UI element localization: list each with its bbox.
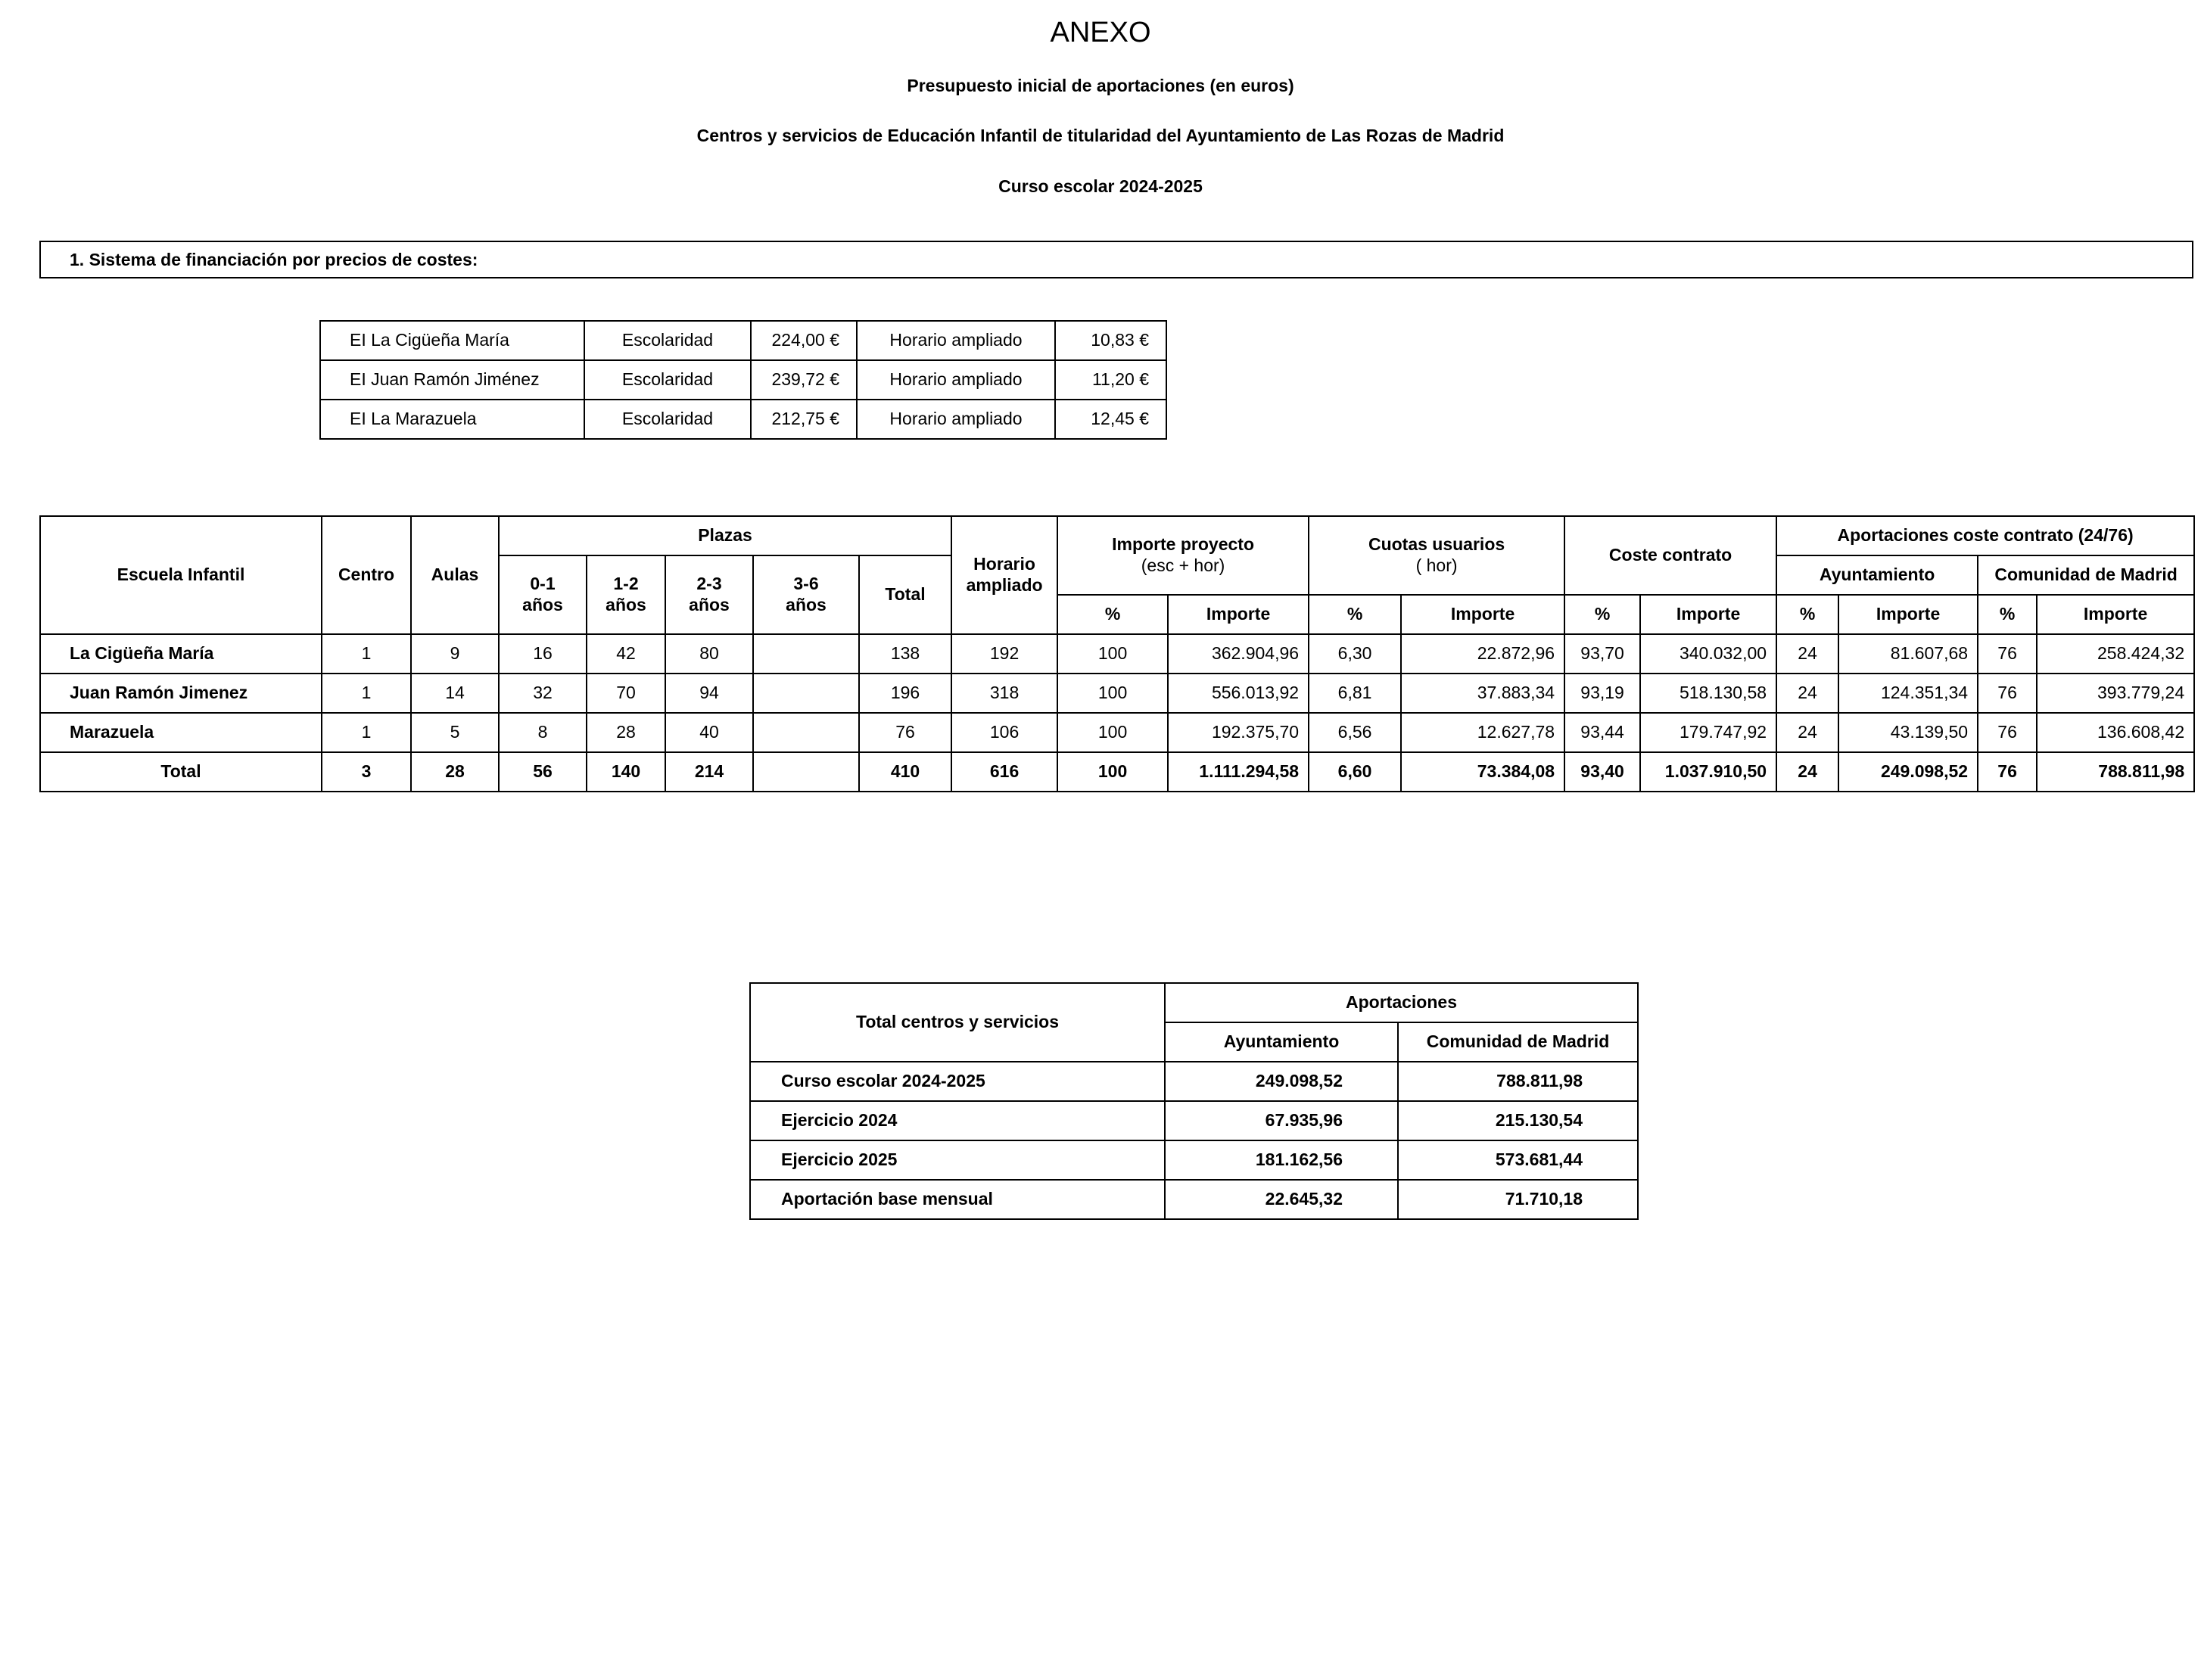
cell-cc-imp: 340.032,00 xyxy=(1640,634,1776,674)
col-importe: Importe xyxy=(1640,595,1776,634)
summary-row-ayuntamiento: 22.645,32 xyxy=(1165,1180,1398,1219)
cell-total: 76 xyxy=(859,713,951,752)
col-p23 xyxy=(665,555,753,634)
cell-horario: 318 xyxy=(951,674,1057,713)
cell-cc-pct: 93,44 xyxy=(1564,713,1640,752)
cell-cm-pct: 76 xyxy=(1978,674,2037,713)
cell-name: Total xyxy=(40,752,322,792)
cell-cm-pct: 76 xyxy=(1978,634,2037,674)
cell-p12: 140 xyxy=(587,752,665,792)
anos-label: años xyxy=(689,595,730,614)
cell-total: 196 xyxy=(859,674,951,713)
cell-horario: 192 xyxy=(951,634,1057,674)
col-escuela: Escuela Infantil xyxy=(40,516,322,634)
summary-row-comunidad: 71.710,18 xyxy=(1398,1180,1638,1219)
cell-ay-imp: 43.139,50 xyxy=(1838,713,1978,752)
price-value: 239,72 € xyxy=(751,360,857,400)
cell-p12: 42 xyxy=(587,634,665,674)
col-comunidad: Comunidad de Madrid xyxy=(1978,555,2194,595)
cell-cu-pct: 6,81 xyxy=(1309,674,1401,713)
cell-p23: 80 xyxy=(665,634,753,674)
cell-cu-imp: 73.384,08 xyxy=(1401,752,1564,792)
price-extra-type: Horario ampliado xyxy=(857,360,1055,400)
summary-header-label: Total centros y servicios xyxy=(750,983,1165,1062)
p36-label: 3-6 xyxy=(793,574,819,594)
p12-label: 1-2 xyxy=(613,574,639,594)
cell-p36 xyxy=(753,674,859,713)
cell-ip-imp: 192.375,70 xyxy=(1168,713,1309,752)
anos-label: años xyxy=(522,595,563,614)
cell-centro: 3 xyxy=(322,752,411,792)
importe-proyecto-label: Importe proyecto xyxy=(1112,534,1254,555)
price-extra-type: Horario ampliado xyxy=(857,400,1055,439)
cell-cm-imp: 258.424,32 xyxy=(2037,634,2194,674)
price-value: 212,75 € xyxy=(751,400,857,439)
price-table xyxy=(319,320,1167,440)
cell-ip-pct: 100 xyxy=(1057,713,1168,752)
price-extra-value: 12,45 € xyxy=(1055,400,1166,439)
summary-row-comunidad: 215.130,54 xyxy=(1398,1101,1638,1140)
col-centro: Centro xyxy=(322,516,411,634)
cell-cu-imp: 37.883,34 xyxy=(1401,674,1564,713)
table-row xyxy=(750,1180,1638,1219)
col-importe-proyecto xyxy=(1057,516,1309,595)
cell-ip-imp: 362.904,96 xyxy=(1168,634,1309,674)
cell-p12: 70 xyxy=(587,674,665,713)
cell-cc-imp: 179.747,92 xyxy=(1640,713,1776,752)
total-row xyxy=(40,752,2194,792)
anos-label: años xyxy=(786,595,827,614)
col-cuotas xyxy=(1309,516,1564,595)
cell-aulas: 14 xyxy=(411,674,499,713)
cell-ay-pct: 24 xyxy=(1776,634,1838,674)
table-row xyxy=(750,1140,1638,1180)
summary-row-ayuntamiento: 249.098,52 xyxy=(1165,1062,1398,1101)
price-school-name: EI La Cigüeña María xyxy=(320,321,584,360)
horario-line1: Horario xyxy=(973,554,1035,574)
cell-ay-imp: 249.098,52 xyxy=(1838,752,1978,792)
cell-p01: 8 xyxy=(499,713,587,752)
summary-row-label: Ejercicio 2025 xyxy=(750,1140,1165,1180)
col-aulas: Aulas xyxy=(411,516,499,634)
col-p12 xyxy=(587,555,665,634)
price-value: 224,00 € xyxy=(751,321,857,360)
cell-p01: 16 xyxy=(499,634,587,674)
price-extra-type: Horario ampliado xyxy=(857,321,1055,360)
cell-centro: 1 xyxy=(322,713,411,752)
cell-p12: 28 xyxy=(587,713,665,752)
cell-cc-imp: 1.037.910,50 xyxy=(1640,752,1776,792)
cell-name: Marazuela xyxy=(40,713,322,752)
cell-p23: 94 xyxy=(665,674,753,713)
cell-cu-pct: 6,56 xyxy=(1309,713,1401,752)
cell-aulas: 9 xyxy=(411,634,499,674)
subtitle-centers: Centros y servicios de Educación Infantil de titularidad del Ayuntamiento de Las Rozas de Madrid xyxy=(696,126,1505,145)
section-heading: 1. Sistema de financiación por precios de costes: xyxy=(39,241,2193,278)
cell-centro: 1 xyxy=(322,674,411,713)
col-importe: Importe xyxy=(1401,595,1564,634)
col-ayuntamiento: Ayuntamiento xyxy=(1776,555,1978,595)
cell-cc-imp: 518.130,58 xyxy=(1640,674,1776,713)
price-type: Escolaridad xyxy=(584,360,751,400)
cell-name: La Cigüeña María xyxy=(40,634,322,674)
cell-ip-pct: 100 xyxy=(1057,634,1168,674)
p23-label: 2-3 xyxy=(696,574,722,594)
col-pct: % xyxy=(1564,595,1640,634)
header-row xyxy=(40,516,2194,555)
summary-row-ayuntamiento: 181.162,56 xyxy=(1165,1140,1398,1180)
cell-ay-pct: 24 xyxy=(1776,674,1838,713)
importe-proyecto-sub: (esc + hor) xyxy=(1141,555,1225,575)
cell-cm-imp: 136.608,42 xyxy=(2037,713,2194,752)
summary-row-label: Aportación base mensual xyxy=(750,1180,1165,1219)
cell-ay-imp: 124.351,34 xyxy=(1838,674,1978,713)
col-plazas: Plazas xyxy=(499,516,951,555)
cell-cc-pct: 93,19 xyxy=(1564,674,1640,713)
cell-cu-pct: 6,60 xyxy=(1309,752,1401,792)
cell-ay-imp: 81.607,68 xyxy=(1838,634,1978,674)
budget-table xyxy=(39,515,2195,792)
cell-ip-pct: 100 xyxy=(1057,752,1168,792)
summary-row-comunidad: 573.681,44 xyxy=(1398,1140,1638,1180)
summary-header-ayuntamiento: Ayuntamiento xyxy=(1165,1022,1398,1062)
cell-ip-pct: 100 xyxy=(1057,674,1168,713)
subtitle-school-year: Curso escolar 2024-2025 xyxy=(998,176,1203,196)
cell-total: 410 xyxy=(859,752,951,792)
header-row xyxy=(750,983,1638,1022)
cell-centro: 1 xyxy=(322,634,411,674)
cell-ay-pct: 24 xyxy=(1776,752,1838,792)
cell-p01: 56 xyxy=(499,752,587,792)
price-extra-value: 11,20 € xyxy=(1055,360,1166,400)
cell-cu-imp: 22.872,96 xyxy=(1401,634,1564,674)
cell-aulas: 28 xyxy=(411,752,499,792)
summary-header-aportaciones: Aportaciones xyxy=(1165,983,1638,1022)
col-p01 xyxy=(499,555,587,634)
price-extra-value: 10,83 € xyxy=(1055,321,1166,360)
cell-cu-imp: 12.627,78 xyxy=(1401,713,1564,752)
col-plazas-total: Total xyxy=(859,555,951,634)
price-school-name: EI Juan Ramón Jiménez xyxy=(320,360,584,400)
price-type: Escolaridad xyxy=(584,321,751,360)
summary-table xyxy=(749,982,1639,1220)
cell-p23: 40 xyxy=(665,713,753,752)
price-school-name: EI La Marazuela xyxy=(320,400,584,439)
table-row xyxy=(750,1101,1638,1140)
table-row xyxy=(750,1062,1638,1101)
cell-cu-pct: 6,30 xyxy=(1309,634,1401,674)
table-row xyxy=(320,321,1166,360)
cell-cc-pct: 93,70 xyxy=(1564,634,1640,674)
cell-p01: 32 xyxy=(499,674,587,713)
cell-ay-pct: 24 xyxy=(1776,713,1838,752)
table-row xyxy=(40,674,2194,713)
table-row xyxy=(320,360,1166,400)
summary-header-comunidad: Comunidad de Madrid xyxy=(1398,1022,1638,1062)
cell-p36 xyxy=(753,713,859,752)
cell-cc-pct: 93,40 xyxy=(1564,752,1640,792)
table-row xyxy=(40,713,2194,752)
subtitle-budget: Presupuesto inicial de aportaciones (en euros) xyxy=(907,76,1294,95)
col-importe: Importe xyxy=(2037,595,2194,634)
cell-cm-imp: 393.779,24 xyxy=(2037,674,2194,713)
cell-p23: 214 xyxy=(665,752,753,792)
cell-cm-pct: 76 xyxy=(1978,752,2037,792)
cell-cm-pct: 76 xyxy=(1978,713,2037,752)
price-type: Escolaridad xyxy=(584,400,751,439)
summary-row-ayuntamiento: 67.935,96 xyxy=(1165,1101,1398,1140)
col-aportaciones: Aportaciones coste contrato (24/76) xyxy=(1776,516,2194,555)
col-pct: % xyxy=(1057,595,1168,634)
cell-ip-imp: 1.111.294,58 xyxy=(1168,752,1309,792)
summary-row-label: Curso escolar 2024-2025 xyxy=(750,1062,1165,1101)
p01-label: 0-1 xyxy=(530,574,556,594)
cell-p36 xyxy=(753,634,859,674)
anos-label: años xyxy=(606,595,646,614)
col-importe: Importe xyxy=(1168,595,1309,634)
page-title: ANEXO xyxy=(1050,17,1151,48)
cell-p36 xyxy=(753,752,859,792)
col-pct: % xyxy=(1978,595,2037,634)
cuotas-sub: ( hor) xyxy=(1415,555,1458,575)
col-pct: % xyxy=(1776,595,1838,634)
col-importe: Importe xyxy=(1838,595,1978,634)
summary-row-label: Ejercicio 2024 xyxy=(750,1101,1165,1140)
col-coste: Coste contrato xyxy=(1564,516,1776,595)
table-row xyxy=(320,400,1166,439)
horario-line2: ampliado xyxy=(966,575,1043,595)
col-pct: % xyxy=(1309,595,1401,634)
cell-total: 138 xyxy=(859,634,951,674)
cell-ip-imp: 556.013,92 xyxy=(1168,674,1309,713)
cell-cm-imp: 788.811,98 xyxy=(2037,752,2194,792)
cell-horario: 616 xyxy=(951,752,1057,792)
table-row xyxy=(40,634,2194,674)
cuotas-label: Cuotas usuarios xyxy=(1368,534,1505,555)
cell-horario: 106 xyxy=(951,713,1057,752)
summary-row-comunidad: 788.811,98 xyxy=(1398,1062,1638,1101)
cell-aulas: 5 xyxy=(411,713,499,752)
col-p36 xyxy=(753,555,859,634)
cell-name: Juan Ramón Jimenez xyxy=(40,674,322,713)
col-horario xyxy=(951,516,1057,634)
